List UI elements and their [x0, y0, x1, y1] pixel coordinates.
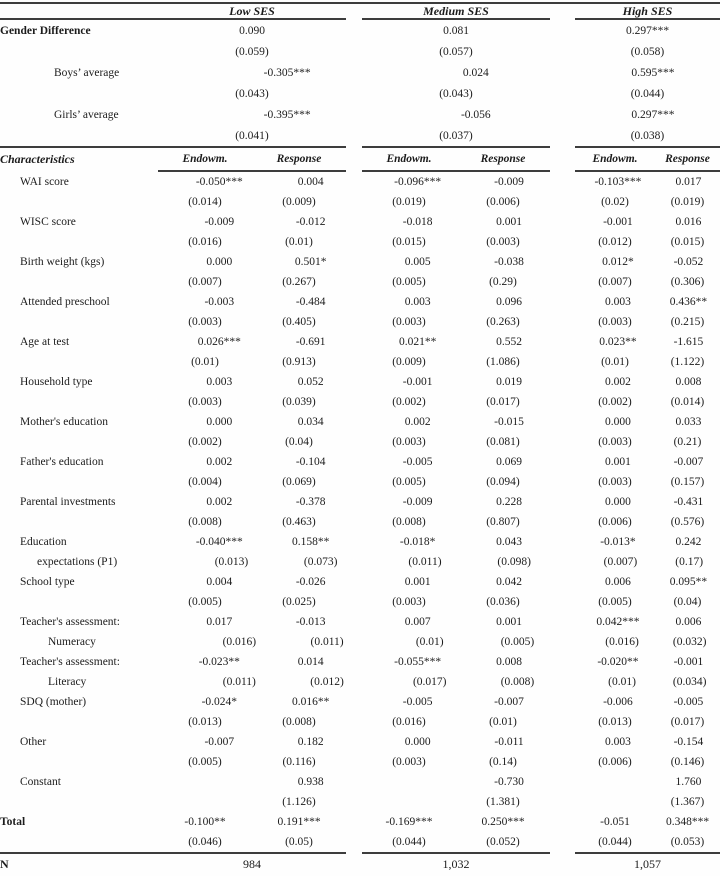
- value-cell: 0.938: [297, 776, 324, 788]
- se-cell: (1.381): [486, 796, 520, 808]
- se-cell: (0.01): [285, 236, 313, 248]
- se-cell: (0.01): [608, 676, 636, 688]
- response-header-high: Response: [665, 153, 710, 165]
- se-cell: (0.01): [415, 636, 444, 648]
- table-row: [0, 212, 720, 232]
- se-cell: (0.21): [673, 436, 702, 448]
- se-cell: (0.016): [188, 236, 222, 248]
- se-cell: (0.053): [670, 836, 705, 848]
- se-cell: (0.05): [285, 836, 313, 848]
- se-cell: (0.015): [670, 236, 705, 248]
- se-cell: (0.046): [188, 836, 222, 848]
- table-row: [0, 472, 720, 492]
- se-cell: (0.003): [392, 596, 426, 608]
- se-cell: (0.17): [675, 556, 704, 568]
- value-cell: -0.305***: [263, 66, 311, 79]
- value-cell: 0.242: [675, 536, 702, 548]
- value-cell: 0.001: [605, 456, 631, 468]
- se-cell: (0.019): [670, 196, 705, 208]
- se-cell: (0.044): [630, 87, 665, 100]
- value-cell: -0.104: [295, 456, 326, 468]
- value-cell: -0.006: [603, 696, 633, 708]
- n-value-medium: 1,032: [442, 857, 470, 871]
- table-row: [0, 692, 720, 712]
- value-cell: -0.055***: [394, 656, 442, 668]
- value-cell: -0.018: [402, 216, 433, 228]
- se-cell: (0.04): [285, 436, 313, 448]
- se-cell: (0.006): [598, 516, 632, 528]
- value-cell: 0.021**: [398, 336, 437, 348]
- se-cell: (0.013): [188, 716, 222, 728]
- value-cell: -0.012: [295, 216, 326, 228]
- value-cell: -0.007: [494, 696, 524, 708]
- value-cell: 0.436**: [669, 296, 708, 308]
- table-row: [0, 772, 720, 792]
- value-cell: 0.024: [462, 66, 489, 79]
- se-cell: (0.002): [598, 396, 632, 408]
- value-cell: -0.051: [600, 816, 630, 828]
- value-cell: -0.484: [295, 296, 326, 308]
- table-row: [0, 125, 720, 146]
- row-label: SDQ (mother): [20, 696, 87, 708]
- value-cell: -0.100**: [184, 816, 226, 828]
- se-cell: (0.052): [486, 836, 520, 848]
- value-cell: 0.008: [675, 376, 702, 388]
- row-label-line2: Literacy: [48, 676, 87, 688]
- row-label: School type: [20, 576, 75, 588]
- se-cell: (0.009): [282, 196, 316, 208]
- table-row: [0, 592, 720, 612]
- se-cell: (0.008): [392, 516, 426, 528]
- se-cell: (0.01): [489, 716, 517, 728]
- table-row: [0, 62, 720, 83]
- row-label: WISC score: [20, 216, 76, 228]
- se-cell: (0.116): [282, 756, 316, 768]
- n-value-high: 1,057: [634, 857, 661, 871]
- value-cell: 0.008: [496, 656, 522, 668]
- row-label: WAI score: [20, 176, 69, 188]
- se-cell: (0.007): [598, 276, 632, 288]
- se-cell: (0.005): [500, 636, 535, 648]
- value-cell: 0.081: [443, 24, 469, 37]
- row-label: Age at test: [20, 336, 70, 348]
- response-header-medium: Response: [480, 153, 526, 165]
- table-row: [0, 392, 720, 412]
- value-cell: 0.000: [404, 736, 431, 748]
- endowm-header-medium: Endowm.: [386, 153, 432, 165]
- se-cell: (0.003): [188, 316, 222, 328]
- value-cell: -0.013: [295, 616, 326, 628]
- se-cell: (0.004): [188, 476, 222, 488]
- value-cell: -0.005: [402, 456, 433, 468]
- value-cell: 0.003: [206, 376, 233, 388]
- table-row: [0, 572, 720, 592]
- value-cell: 0.228: [496, 496, 522, 508]
- se-cell: (0.034): [672, 676, 707, 688]
- se-cell: (0.039): [282, 396, 316, 408]
- value-cell: -0.005: [673, 696, 704, 708]
- value-cell: -0.431: [673, 496, 704, 508]
- se-cell: (0.012): [310, 676, 344, 688]
- row-label: Boys’ average: [54, 66, 120, 79]
- table-row: [0, 632, 720, 652]
- se-cell: (0.263): [486, 316, 520, 328]
- value-cell: -0.395***: [263, 108, 311, 121]
- row-label: Birth weight (kgs): [20, 256, 105, 268]
- row-label: Education: [20, 536, 67, 548]
- se-cell: (0.057): [439, 45, 473, 58]
- value-cell: -0.009: [402, 496, 433, 508]
- value-cell: -0.691: [295, 336, 326, 348]
- row-label: Attended preschool: [20, 296, 110, 308]
- value-cell: -0.169***: [385, 816, 433, 828]
- se-cell: (0.14): [489, 756, 517, 768]
- value-cell: -0.154: [673, 736, 704, 748]
- value-cell: -0.001: [603, 216, 633, 228]
- row-label-line2: Numeracy: [48, 636, 96, 648]
- se-cell: (0.043): [439, 87, 473, 100]
- response-header-low: Response: [276, 153, 322, 165]
- value-cell: 0.001: [496, 216, 522, 228]
- se-cell: (0.463): [282, 516, 316, 528]
- summary-section: [0, 20, 720, 146]
- table-row: [0, 352, 720, 372]
- se-cell: (0.032): [672, 636, 707, 648]
- se-cell: (0.576): [670, 516, 705, 528]
- se-cell: (0.007): [188, 276, 222, 288]
- se-cell: (0.267): [282, 276, 316, 288]
- row-label: Other: [20, 736, 47, 748]
- se-cell: (0.157): [670, 476, 705, 488]
- table-row: [0, 652, 720, 672]
- value-cell: 0.003: [404, 296, 431, 308]
- table-row: [0, 312, 720, 332]
- table-row: [0, 832, 720, 852]
- se-cell: (0.094): [486, 476, 520, 488]
- value-cell: 0.014: [297, 656, 324, 668]
- se-cell: (0.003): [392, 436, 426, 448]
- value-cell: 0.182: [297, 736, 324, 748]
- value-cell: 0.006: [675, 616, 702, 628]
- group-header-high-ses: High SES: [622, 4, 673, 18]
- table-row: [0, 232, 720, 252]
- se-cell: (0.04): [673, 596, 702, 608]
- value-cell: -0.050***: [195, 176, 243, 188]
- se-cell: (0.036): [486, 596, 520, 608]
- se-cell: (0.013): [214, 556, 249, 568]
- value-cell: -0.001: [673, 656, 704, 668]
- value-cell: 0.000: [206, 416, 233, 428]
- value-cell: -0.023**: [198, 656, 240, 668]
- se-cell: (0.807): [486, 516, 520, 528]
- se-cell: (0.01): [601, 356, 629, 368]
- se-cell: (0.008): [282, 716, 316, 728]
- se-cell: (0.005): [188, 596, 222, 608]
- se-cell: (0.058): [630, 45, 665, 58]
- value-cell: 0.000: [605, 416, 631, 428]
- value-cell: 0.017: [206, 616, 233, 628]
- n-value-low: 984: [243, 857, 261, 871]
- row-label: Teacher's assessment:: [20, 616, 120, 628]
- value-cell: 0.006: [605, 576, 631, 588]
- se-cell: (0.014): [670, 396, 705, 408]
- se-cell: (0.041): [235, 129, 269, 142]
- table-row: [0, 272, 720, 292]
- table-row: [0, 372, 720, 392]
- se-cell: (0.016): [222, 636, 257, 648]
- table-row: [0, 83, 720, 104]
- se-cell: (0.003): [598, 476, 632, 488]
- n-label: N: [0, 857, 9, 871]
- se-cell: (0.913): [282, 356, 316, 368]
- se-cell: (0.019): [392, 196, 426, 208]
- row-label: Father's education: [20, 456, 104, 468]
- se-cell: (0.069): [282, 476, 316, 488]
- se-cell: (0.025): [282, 596, 316, 608]
- value-cell: -0.007: [204, 736, 235, 748]
- row-label: Mother's education: [20, 416, 108, 428]
- se-cell: (0.011): [310, 636, 344, 648]
- endowm-header-high: Endowm.: [592, 153, 638, 165]
- ses-header-row: [0, 5, 720, 18]
- se-cell: (0.015): [392, 236, 426, 248]
- se-cell: (0.017): [486, 396, 520, 408]
- se-cell: (0.005): [392, 476, 426, 488]
- value-cell: 0.095**: [669, 576, 708, 588]
- table-row: [0, 672, 720, 692]
- table-row: [0, 412, 720, 432]
- table-row: [0, 332, 720, 352]
- se-cell: (0.002): [392, 396, 426, 408]
- se-cell: (0.005): [188, 756, 222, 768]
- value-cell: 0.002: [404, 416, 431, 428]
- value-cell: 0.005: [404, 256, 431, 268]
- value-cell: 1.760: [675, 776, 702, 788]
- table-row: [0, 432, 720, 452]
- value-cell: 0.595***: [631, 66, 675, 79]
- value-cell: -0.024*: [201, 696, 238, 708]
- table-row: [0, 41, 720, 62]
- table-row: [0, 104, 720, 125]
- table-row: [0, 292, 720, 312]
- table-row: [0, 552, 720, 572]
- value-cell: -0.038: [494, 256, 524, 268]
- se-cell: (0.011): [408, 556, 442, 568]
- se-cell: (0.037): [439, 129, 473, 142]
- value-cell: -0.052: [673, 256, 704, 268]
- se-cell: (0.098): [497, 556, 531, 568]
- row-label: Girls’ average: [54, 108, 119, 121]
- value-cell: -0.011: [494, 736, 524, 748]
- se-cell: (0.29): [489, 276, 517, 288]
- value-cell: 0.012*: [602, 256, 634, 268]
- se-cell: (0.016): [605, 636, 639, 648]
- value-cell: 0.297***: [625, 24, 670, 37]
- row-label: Gender Difference: [0, 24, 91, 37]
- se-cell: (0.006): [598, 756, 632, 768]
- se-cell: (1.126): [282, 796, 316, 808]
- table-row: [0, 252, 720, 272]
- se-cell: (0.014): [188, 196, 222, 208]
- se-cell: (1.122): [670, 356, 705, 368]
- value-cell: 0.033: [675, 416, 702, 428]
- value-cell: 0.023**: [599, 336, 637, 348]
- value-cell: -0.013*: [600, 536, 636, 548]
- value-cell: -0.001: [402, 376, 433, 388]
- row-label: Constant: [20, 776, 61, 788]
- endowm-header-low: Endowm.: [182, 153, 228, 165]
- value-cell: -0.020**: [597, 656, 639, 668]
- characteristics-header: Characteristics: [0, 151, 75, 166]
- value-cell: 0.001: [404, 576, 431, 588]
- se-cell: (0.01): [191, 356, 219, 368]
- value-cell: -0.009: [494, 176, 524, 188]
- value-cell: 0.250***: [481, 816, 525, 828]
- value-cell: 0.016**: [292, 696, 330, 708]
- se-cell: (0.003): [598, 316, 632, 328]
- table-row: [0, 752, 720, 772]
- value-cell: -0.378: [295, 496, 326, 508]
- se-cell: (0.044): [598, 836, 632, 848]
- se-cell: (0.003): [392, 756, 426, 768]
- se-cell: (0.038): [630, 129, 665, 142]
- value-cell: 0.003: [605, 736, 631, 748]
- table-row: [0, 532, 720, 552]
- group-header-medium-ses: Medium SES: [423, 4, 489, 18]
- value-cell: -0.103***: [594, 176, 642, 188]
- se-cell: (0.008): [188, 516, 222, 528]
- se-cell: (0.013): [598, 716, 632, 728]
- se-cell: (0.016): [392, 716, 426, 728]
- value-cell: 0.026***: [197, 336, 241, 348]
- value-cell: -0.730: [494, 776, 524, 788]
- table-row: [0, 612, 720, 632]
- table-row: [0, 20, 720, 41]
- value-cell: 0.043: [496, 536, 522, 548]
- se-cell: (0.006): [486, 196, 520, 208]
- value-cell: -0.040***: [195, 536, 243, 548]
- table-row: [0, 172, 720, 192]
- value-cell: 0.501*: [294, 256, 327, 268]
- value-cell: 0.000: [605, 496, 631, 508]
- se-cell: (0.059): [235, 45, 269, 58]
- value-cell: 0.002: [206, 456, 233, 468]
- se-cell: (0.405): [282, 316, 316, 328]
- table-row: [0, 792, 720, 812]
- value-cell: 0.191***: [277, 816, 321, 828]
- value-cell: 0.034: [297, 416, 324, 428]
- se-cell: (0.002): [188, 436, 222, 448]
- row-label: Parental investments: [20, 496, 116, 508]
- value-cell: 0.042***: [596, 616, 640, 628]
- value-cell: -0.007: [673, 456, 704, 468]
- se-cell: (0.008): [500, 676, 535, 688]
- value-cell: 0.003: [605, 296, 631, 308]
- se-cell: (0.306): [670, 276, 705, 288]
- value-cell: 0.004: [206, 576, 233, 588]
- se-cell: (1.086): [486, 356, 520, 368]
- se-cell: (0.005): [598, 596, 632, 608]
- n-row: [0, 854, 720, 875]
- value-cell: 0.158**: [292, 536, 330, 548]
- se-cell: (1.367): [670, 796, 705, 808]
- table-row: [0, 492, 720, 512]
- value-cell: 0.019: [496, 376, 522, 388]
- value-cell: 0.052: [297, 376, 324, 388]
- value-cell: 0.042: [496, 576, 522, 588]
- se-cell: (0.073): [303, 556, 338, 568]
- se-cell: (0.003): [598, 436, 632, 448]
- se-cell: (0.081): [486, 436, 520, 448]
- se-cell: (0.003): [486, 236, 520, 248]
- value-cell: -0.003: [204, 296, 235, 308]
- table-row: [0, 452, 720, 472]
- value-cell: 0.016: [675, 216, 702, 228]
- se-cell: (0.003): [188, 396, 222, 408]
- se-cell: (0.005): [392, 276, 426, 288]
- value-cell: -0.018*: [399, 536, 436, 548]
- se-cell: (0.007): [603, 556, 638, 568]
- value-cell: 0.090: [239, 24, 265, 37]
- value-cell: 0.552: [496, 336, 522, 348]
- value-cell: 0.001: [496, 616, 522, 628]
- value-cell: -0.005: [402, 696, 433, 708]
- se-cell: (0.003): [392, 316, 426, 328]
- se-cell: (0.012): [598, 236, 632, 248]
- value-cell: 0.007: [404, 616, 431, 628]
- characteristics-header-row: [0, 148, 720, 170]
- se-cell: (0.02): [601, 196, 629, 208]
- value-cell: -1.615: [673, 336, 704, 348]
- table-row: [0, 512, 720, 532]
- value-cell: -0.096***: [394, 176, 442, 188]
- se-cell: (0.017): [670, 716, 705, 728]
- row-label-line2: expectations (P1): [37, 556, 118, 568]
- value-cell: 0.348***: [665, 816, 710, 828]
- table-row: [0, 812, 720, 832]
- table-row: [0, 712, 720, 732]
- se-cell: (0.146): [670, 756, 705, 768]
- value-cell: 0.069: [496, 456, 522, 468]
- se-cell: (0.043): [235, 87, 269, 100]
- group-header-low-ses: Low SES: [229, 4, 275, 18]
- characteristics-section: [0, 172, 720, 852]
- se-cell: (0.011): [222, 676, 256, 688]
- value-cell: 0.297***: [631, 108, 675, 121]
- row-label: Total: [0, 816, 26, 828]
- value-cell: -0.009: [204, 216, 235, 228]
- value-cell: 0.000: [206, 256, 233, 268]
- value-cell: -0.015: [494, 416, 524, 428]
- value-cell: 0.002: [206, 496, 233, 508]
- table-row: [0, 732, 720, 752]
- value-cell: 0.017: [675, 176, 702, 188]
- se-cell: (0.215): [670, 316, 705, 328]
- se-cell: (0.017): [412, 676, 447, 688]
- value-cell: -0.026: [295, 576, 326, 588]
- row-label: Household type: [20, 376, 93, 388]
- value-cell: 0.096: [496, 296, 522, 308]
- value-cell: 0.004: [297, 176, 324, 188]
- se-cell: (0.009): [392, 356, 426, 368]
- table-row: [0, 192, 720, 212]
- value-cell: -0.056: [460, 108, 491, 121]
- se-cell: (0.044): [392, 836, 426, 848]
- row-label: Teacher's assessment:: [20, 656, 120, 668]
- value-cell: 0.002: [605, 376, 631, 388]
